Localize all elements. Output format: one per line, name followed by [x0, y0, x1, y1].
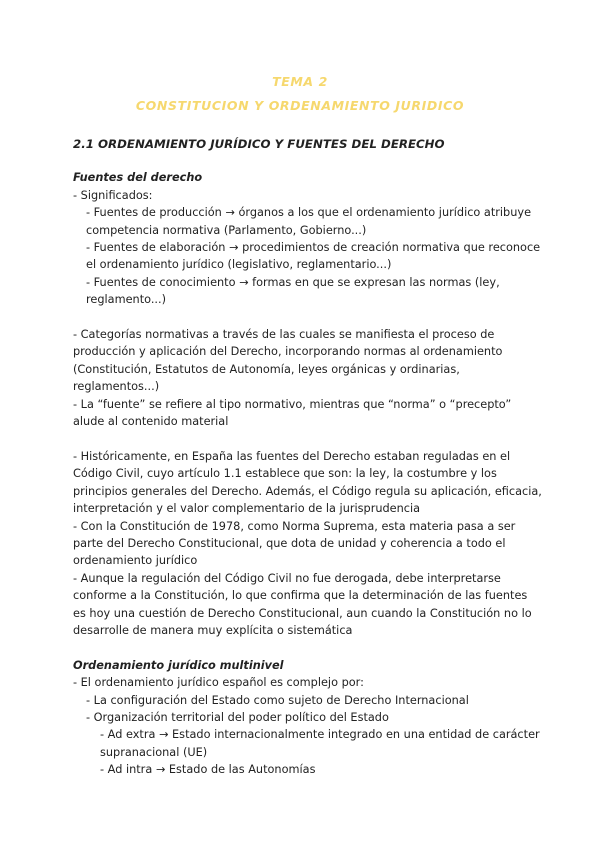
title-block: [0, 70, 600, 118]
paragraph-produccion: - Fuentes de producción → órganos a los que el ordenamiento jurídico atribuye competencia normativa (Parlamento, Gobierno...): [86, 206, 532, 237]
paragraph-intro: - El ordenamiento jurídico español es complejo por:: [73, 676, 364, 690]
section-heading: 2.1 ORDENAMIENTO JURÍDICO Y FUENTES DEL DERECHO: [73, 137, 445, 151]
paragraph-significados: - Significados:: [73, 188, 153, 202]
paragraph-constitucion-1978: - Con la Constitución de 1978, como Norma Suprema, esta materia pasa a ser parte del Derecho Constitucional, que dota de unidad y coherencia a todo el ordenamiento jurídico: [73, 519, 516, 568]
paragraph-ad-extra: - Ad extra → Estado internacionalmente integrado en una entidad de carácter supranacional (UE): [100, 728, 540, 759]
paragraph-configuracion: - La configuración del Estado como sujeto de Derecho Internacional: [86, 693, 469, 707]
paragraph-ad-intra: - Ad intra → Estado de las Autonomías: [100, 763, 316, 777]
paragraph-organizacion: - Organización territorial del poder político del Estado: [86, 710, 389, 724]
subheading-fuentes: Fuentes del derecho: [73, 171, 203, 185]
paragraph-elaboracion: - Fuentes de elaboración → procedimientos de creación normativa que reconoce el ordenamiento jurídico (legislativo, reglamentario...): [86, 241, 541, 272]
subheading-multinivel: Ordenamiento jurídico multinivel: [73, 658, 284, 672]
topic-number: TEMA 2: [272, 74, 328, 89]
document-body: [73, 136, 543, 779]
spacer: [73, 309, 543, 326]
paragraph-fuente-norma: - La “fuente” se refiere al tipo normativo, mientras que “norma” o “precepto” alude al contenido material: [73, 397, 512, 429]
paragraph-aunque: - Aunque la regulación del Código Civil no fue derogada, debe interpretarse conforme a la Constitución, lo que confirma que la determinación de las fuentes es hoy una cuestión de Derecho Constitucional, aun cuando la Constitución no lo desarrolle de manera muy explícita o sistemática: [73, 571, 532, 637]
paragraph-historicamente: - Históricamente, en España las fuentes del Derecho estaban reguladas en el Código Civil, cuyo artículo 1.1 establece que son: la ley, la costumbre y los principios generales del Derecho. Además, el Código regula su aplicación, eficacia, interpretación y el valor complementario de la jurisprudencia: [73, 449, 542, 516]
topic-title: CONSTITUCION Y ORDENAMIENTO JURIDICO: [135, 98, 465, 113]
spacer: [73, 639, 543, 656]
paragraph-categorias: - Categorías normativas a través de las cuales se manifiesta el proceso de producción y aplicación del Derecho, incorporando normas al ordenamiento (Constitución, Estatutos de Autonomía, leyes orgánicas y ordinarias, reglamentos...): [73, 328, 503, 394]
paragraph-conocimiento: - Fuentes de conocimiento → formas en que se expresan las normas (ley, reglamento...): [86, 275, 500, 307]
spacer: [73, 430, 543, 447]
